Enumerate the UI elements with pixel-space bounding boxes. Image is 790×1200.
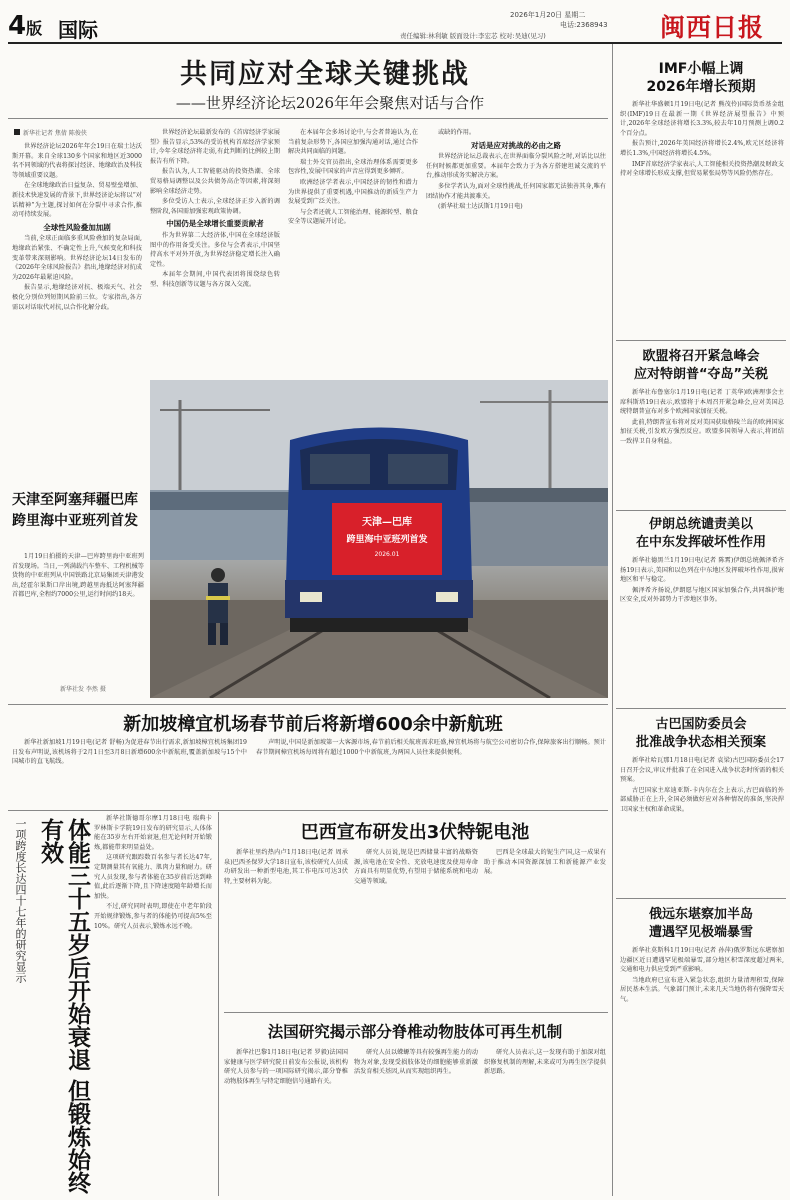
singapore-headline: 新加坡樟宜机场春节前后将新增600余中新航班 <box>123 714 503 735</box>
train-banner-date: 2026.01 <box>374 551 400 558</box>
separator-rule <box>224 1012 608 1013</box>
paragraph: 在本届年会多场讨论中,与会者普遍认为,在当前复杂形势下,各国应加强沟通对话,通过合作解决共同面临的问题。 <box>288 129 418 156</box>
imf-headline-line2: 2026年增长预期 <box>646 79 756 95</box>
paragraph: 或缺的作用。 <box>438 129 476 136</box>
separator-rule <box>8 810 608 811</box>
france-col-2 <box>354 1048 478 1196</box>
paragraph: 当前,全球正面临多重风险叠加的复杂局面,地缘政治紧张、不确定性上升,气候变化和科技变革带来深刻影响。世界经济论坛14日发布的《2026年全球风险报告》指出,地缘经济对抗成为2026年最紧迫风险。 <box>12 235 142 281</box>
iran-headline-line2: 在中东发挥破坏性作用 <box>635 535 766 550</box>
paragraph: 新华社哈瓦那1月18日电(记者 袁梁)古巴国防委员会17日召开会议,审议并批准了在全国进入战争状态时所需的相关预案。 <box>620 757 784 784</box>
train-photo <box>150 380 608 698</box>
lead-subhead: ——世界经济论坛2026年年会聚焦对话与合作 <box>175 94 485 112</box>
header-date: 2026年1月20日 星期二 <box>510 11 586 19</box>
lead-col-4 <box>426 128 606 378</box>
lead-sub-rule <box>8 118 608 119</box>
paragraph: 研究人员说,铌是巴西储量丰富的战略资源,该电池在安全性、充放电速度及使用寿命方面具有明显优势,有望用于储能系统和电动交通等领域。 <box>354 849 478 885</box>
eu-headline <box>616 348 786 384</box>
longevity-vertical-kicker: 一项跨度长达四十七年的研究显示 <box>14 818 27 983</box>
france-col-3 <box>484 1048 606 1196</box>
longevity-vertical-title: 体能三十五岁后开始衰退 但锻炼始终有效 <box>37 818 90 1195</box>
lead-col-1 <box>12 142 142 434</box>
brazil-headline: 巴西宣布研发出3伏特铌电池 <box>300 822 530 843</box>
paragraph: 不过,研究同时表明,即使在中老年阶段开始规律锻炼,参与者的体能仍可提高5%至10%。研究人员表示,锻炼永远不晚。 <box>94 903 212 930</box>
photo-headline <box>12 490 148 532</box>
iran-body <box>620 556 784 656</box>
paragraph: 在全球地缘政治日益复杂、贸易壁垒增加、新技术快速发展的背景下,世界经济论坛将以“对话精神”为主题,探讨如何在分裂中寻求合作,推动可持续发展。 <box>12 182 142 219</box>
paragraph: 新华社莫斯科1月19日电(记者 孙萍)俄罗斯远东堪察加边疆区近日遭遇罕见极端暴雪,部分地区积雪深度超过两米,交通和电力供应受到严重影响。 <box>620 947 784 974</box>
iran-headline <box>616 516 786 552</box>
paragraph: 新华社布鲁塞尔1月19日电(记者 丁英华)欧洲理事会主席科斯塔19日表示,欧盟将于本周召开紧急峰会,应对美国总统特朗普宣布对多个欧洲国家加征关税。 <box>620 389 784 416</box>
header-editors: 责任编辑:林利敏 版面设计:李宏芯 校对:吴迪(见习) <box>400 32 546 40</box>
eu-headline-line2: 应对特朗普“夺岛”关税 <box>633 367 769 382</box>
train-banner-line1: 天津—巴库 <box>362 517 412 528</box>
page-number-digit: 4 <box>8 11 27 41</box>
lead-col-2 <box>150 128 280 420</box>
paragraph: 报告认为,人工智能驱动的投资热潮、全球贸易格局调整以及公共债务高企等因素,将深刻影响全球经济走势。 <box>150 168 280 195</box>
paragraph: (新华社瑞士达沃斯1月19日电) <box>438 203 523 211</box>
longevity-body <box>94 814 212 1196</box>
separator-rule <box>616 708 786 709</box>
paragraph: 世界经济论坛总裁表示,在世界面临分裂风险之时,对话比以往任何时候都更加重要。本届年会致力于为各方搭建坦诚交流的平台,推动形成务实解决方案。 <box>426 153 606 180</box>
paragraph: 瑞士外交官员指出,全球治理体系需要更多包容性,发展中国家的声音应得到更多倾听。 <box>288 158 418 176</box>
lead-subheading: 全球性风险叠加加剧 <box>43 222 111 232</box>
photo-credit: 新华社发 李然 摄 <box>60 686 106 693</box>
header-phone: 电话:2368943 <box>560 21 608 29</box>
paragraph: IMF首席经济学家表示,人工智能相关投资热潮及财政支持对全球增长形成支撑,但贸易紧张局势等风险仍然存在。 <box>620 160 784 178</box>
paragraph: 本届年会期间,中国代表团将围绕绿色转型、科技创新等议题与各方深入交流。 <box>150 271 280 288</box>
lead-byline <box>14 128 87 137</box>
byline-mark-icon <box>14 129 20 135</box>
paragraph: 多位受访人士表示,全球经济正步入新的调整阶段,各国需加强宏观政策协调。 <box>150 198 280 215</box>
separator-rule <box>616 510 786 511</box>
separator-rule <box>616 340 786 341</box>
paragraph: 巴西是全球最大的铌生产国,这一成果有助于推动本国资源深加工和新能源产业发展。 <box>484 849 606 876</box>
paragraph: 声明说,中国是新加坡第一大客源市场,春节前后相关航班需求旺盛,樟宜机场将与航空公司密切合作,保障旅客出行顺畅。预计春节期间樟宜机场每周将有超过1000个中新航班,为两国人员往来提供便利。 <box>256 739 606 756</box>
page-number <box>8 12 42 43</box>
paragraph: 研究人员以蝾螈等具有较强再生能力的动物为对象,发现受损肢体处的细胞能够重新激活发育相关基因,从而实现组织再生。 <box>354 1049 478 1076</box>
sidebar-divider <box>612 44 613 1196</box>
france-col-1 <box>224 1048 348 1196</box>
paragraph: 世界经济论坛2026年年会19日在瑞士达沃斯开幕。来自全球130多个国家和地区近3000名不同领域的代表将探讨经济、地缘政治及科技等领域重要议题。 <box>12 143 142 179</box>
brazil-col-2 <box>354 848 478 978</box>
cuba-headline-line2: 批准战争状态相关预案 <box>635 735 766 750</box>
paragraph: 世界经济论坛最新发布的《首席经济学家展望》报告显示,53%的受访机构首席经济学家预计,今年全球经济将走弱,有此判断的比例较上期报告有所下降。 <box>150 129 280 165</box>
lead-byline-text: 新华社记者 焦倩 陈俊侠 <box>23 130 87 137</box>
cuba-body <box>620 756 784 886</box>
imf-headline-line1: IMF小幅上调 <box>658 61 744 77</box>
train-banner <box>332 503 442 575</box>
iran-headline-line1: 伊朗总统谴责美以 <box>648 517 753 532</box>
brazil-col-3 <box>484 848 606 978</box>
separator-rule <box>616 898 786 899</box>
paragraph: 作为世界第二大经济体,中国在全球经济版图中的作用备受关注。多位与会者表示,中国坚持高水平对外开放,为世界经济稳定增长注入确定性。 <box>150 231 280 268</box>
paragraph: 多位学者认为,面对全球性挑战,任何国家都无法独善其身,唯有团结协作才能共渡难关。 <box>426 182 606 200</box>
russia-headline-line1: 俄远东堪察加半岛 <box>648 907 753 922</box>
paragraph: 此前,特朗普宣布将对反对美国获取格陵兰岛的欧洲国家加征关税,引发欧方强烈反应。欧盟多国领导人表示,将团结一致捍卫自身利益。 <box>620 418 784 445</box>
photo-caption-text: 1月19日拍摄的天津—巴库跨里海中亚班列首发现场。当日,一列满载汽车整车、工程机械等货物的中亚班列从中国铁路北京局集团天津港发出,经霍尔果斯口岸出境,跨越里海抵达阿塞拜疆首都巴库,全程约7000公里,运行时间约18天。 <box>12 553 144 599</box>
singapore-col-2 <box>256 738 606 808</box>
paragraph: 佩泽希齐扬说,伊朗愿与地区国家加强合作,共同维护地区安全,反对外部势力干涉地区事务。 <box>620 586 784 604</box>
lead-subheading: 对话是应对挑战的必由之路 <box>471 140 561 150</box>
brazil-col-1 <box>224 848 348 978</box>
paragraph: 新华社里约热内卢1月18日电(记者 周承泉)巴西圣保罗大学18日宣布,该校研究人员成功研发出一种新型电池,其工作电压可达3伏特,主要材料为铌。 <box>224 849 348 885</box>
paragraph: 这项研究跟踪数百名参与者长达47年,定期测量其有氧能力、肌肉力量和耐力。研究人员发现,参与者体能在35岁前后达到峰值,此后逐渐下降,且下降速度随年龄增长而加快。 <box>94 854 212 900</box>
lead-headline: 共同应对全球关键挑战 <box>180 59 470 90</box>
cuba-headline-line1: 古巴国防委员会 <box>655 717 747 732</box>
cuba-headline <box>616 716 786 752</box>
train-banner-line2: 跨里海中亚班列首发 <box>346 535 428 545</box>
france-headline: 法国研究揭示部分脊椎动物肢体可再生机制 <box>267 1023 563 1041</box>
paragraph: 欧洲经济学者表示,中国经济的韧性和潜力为世界提供了重要机遇,中国推动的新质生产力发展受到广泛关注。 <box>288 178 418 206</box>
separator-rule-vertical <box>218 812 219 1196</box>
lead-subheading: 中国仍是全球增长重要贡献者 <box>166 219 264 229</box>
lead-col-3 <box>288 128 418 378</box>
paragraph: 新华社斯德哥尔摩1月18日电 瑞典卡罗林斯卡学院19日发布的研究显示,人体体能在35岁左右开始衰退,但无论何时开始锻炼,都能带来明显益处。 <box>94 815 212 851</box>
paragraph: 当地政府已宣布进入紧急状态,组织力量清理积雪,保障居民基本生活。气象部门预计,未来几天当地仍将有强降雪天气。 <box>620 976 784 1003</box>
page-number-word: 版 <box>26 19 43 38</box>
eu-body <box>620 388 784 504</box>
singapore-col-1 <box>12 738 247 808</box>
paragraph: 报告显示,地缘经济对抗、极端天气、社会极化分别位列短期风险前三位。专家指出,各方需以对话取代对抗,以合作化解分歧。 <box>12 284 142 311</box>
photo-caption <box>12 552 144 682</box>
imf-body <box>620 100 784 330</box>
paragraph: 古巴国家主席迪亚斯-卡内尔在会上表示,古巴面临的外部威胁正在上升,全国必须做好应对各种情况的准备,坚决捍卫国家主权和革命成果。 <box>620 786 784 813</box>
separator-rule <box>8 704 608 705</box>
paragraph: 报告预计,2026年美国经济将增长2.4%,欧元区经济将增长1.3%,中国经济将增长4.5%。 <box>620 140 784 157</box>
photo-headline-line1: 天津至阿塞拜疆巴库 <box>12 492 138 508</box>
header-rule <box>8 42 782 44</box>
paragraph: 与会者还就人工智能治理、能源转型、粮食安全等议题展开讨论。 <box>288 208 418 226</box>
masthead-logo: 闽西日报 <box>660 13 765 42</box>
paragraph: 研究人员表示,这一发现有助于加深对组织修复机制的理解,未来或可为再生医学提供新思路。 <box>484 1049 606 1076</box>
paragraph: 新华社新加坡1月19日电(记者 舒畅)为促进春节出行需求,新加坡樟宜机场集团19日发布声明说,该机场将于2月1日至3月8日新增600余中新航班,覆盖新加坡与15个中国城市的直飞航线。 <box>12 739 247 766</box>
imf-headline <box>616 60 786 96</box>
russia-headline-line2: 遭遇罕见极端暴雪 <box>648 925 753 940</box>
paragraph: 新华社华盛顿1月19日电(记者 熊茂伶)国际货币基金组织(IMF)19日在最新一期《世界经济展望报告》中预计,2026年全球经济将增长3.3%,较去年10月预测上调0.2个百分点。 <box>620 101 784 137</box>
russia-headline <box>616 906 786 942</box>
eu-headline-line1: 欧盟将召开紧急峰会 <box>642 349 760 364</box>
section-title: 国际 <box>58 18 98 42</box>
russia-body <box>620 946 784 1194</box>
paragraph: 新华社巴黎1月18日电(记者 罗毅)法国国家健康与医学研究院日前发布公报说,该机构研究人员参与的一项国际研究揭示,部分脊椎动物肢体再生与特定细胞信号通路有关。 <box>224 1049 348 1085</box>
photo-headline-line2: 跨里海中亚班列首发 <box>12 513 138 529</box>
paragraph: 新华社德黑兰1月19日电(记者 陈霄)伊朗总统佩泽希齐扬19日表示,美国和以色列在中东地区发挥破坏性作用,损害地区和平与稳定。 <box>620 557 784 584</box>
